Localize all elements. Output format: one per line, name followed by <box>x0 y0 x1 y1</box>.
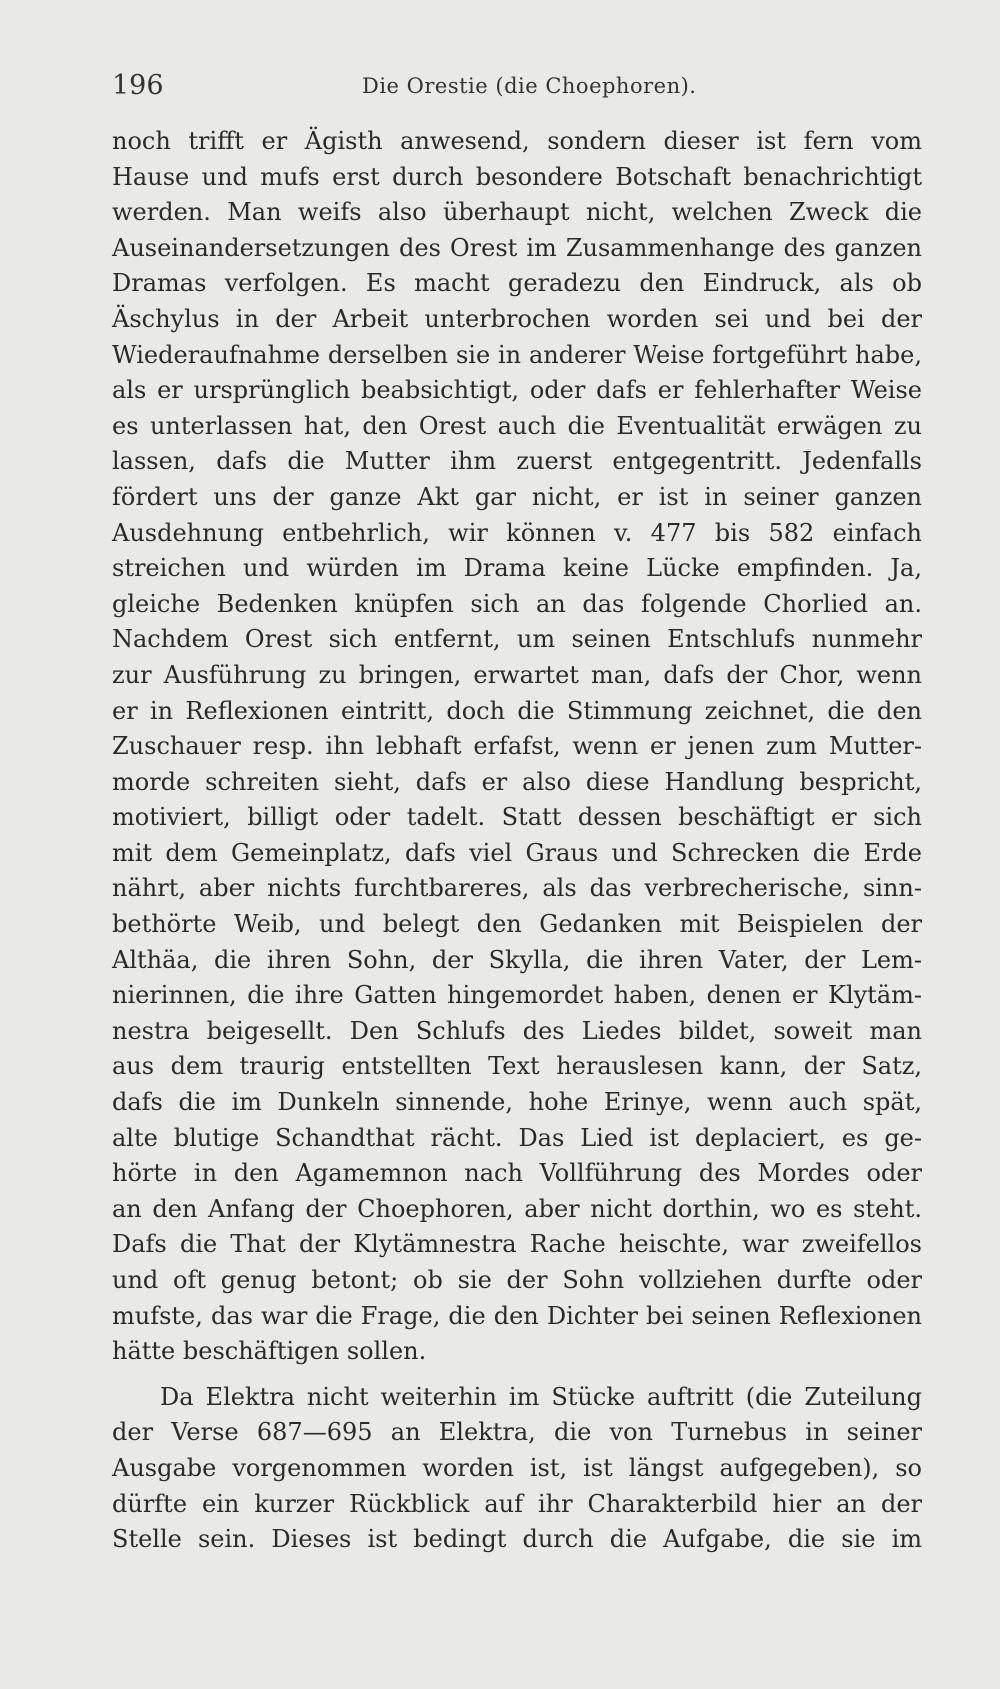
text-line: an den Anfang der Choephoren, aber nicht dorthin, wo es steht. <box>112 1194 922 1223</box>
text-line: es unterlassen hat, den Orest auch die Eventualität erwägen zu <box>112 411 922 440</box>
running-title: Die Orestie (die Choephoren). <box>362 74 697 98</box>
text-line: und oft genug betont; ob sie der Sohn vollziehen durfte oder <box>112 1266 922 1294</box>
body-text <box>112 124 922 1558</box>
text-line: noch trifft er Ägisth anwesend, sondern dieser ist fern vom <box>112 127 922 155</box>
text-line: Dramas verfolgen. Es macht geradezu den Eindruck, als ob <box>112 269 922 298</box>
page-number: 196 <box>112 70 164 101</box>
running-head <box>112 70 922 110</box>
text-line: dafs die im Dunkeln sinnende, hohe Erinye, wenn auch spät, <box>112 1088 922 1117</box>
text-line: zur Ausführung zu bringen, erwartet man, dafs der Chor, wenn <box>112 660 922 689</box>
text-line: hätte beschäftigen sollen. <box>112 1337 427 1366</box>
text-line: Wiederaufnahme derselben sie in anderer Weise fortgeführt habe, <box>112 340 922 369</box>
text-line: als er ursprünglich beabsichtigt, oder dafs er fehlerhafter Weise <box>112 376 922 405</box>
text-line: Zuschauer resp. ihn lebhaft erfafst, wenn er jenen zum Mutter- <box>112 732 922 761</box>
text-line: aus dem traurig entstellten Text herauslesen kann, der Satz, <box>112 1052 922 1081</box>
text-line: Äschylus in der Arbeit unterbrochen worden sei und bei der <box>112 304 922 333</box>
text-line: alte blutige Schandthat rächt. Das Lied ist deplaciert, es ge- <box>112 1123 922 1152</box>
text-line: Hause und mufs erst durch besondere Botschaft benachrichtigt <box>112 162 922 191</box>
text-line: mit dem Gemeinplatz, dafs viel Graus und Schrecken die Erde <box>112 838 922 867</box>
text-line: bethörte Weib, und belegt den Gedanken mit Beispielen der <box>112 910 922 939</box>
text-line: fördert uns der ganze Akt gar nicht, er ist in seiner ganzen <box>112 482 922 511</box>
text-line: streichen und würden im Drama keine Lücke empfinden. Ja, <box>112 554 922 583</box>
text-line: Althäa, die ihren Sohn, der Skylla, die ihren Vater, der Lem- <box>112 945 922 974</box>
text-line: nestra beigesellt. Den Schlufs des Liedes bildet, soweit man <box>112 1016 922 1045</box>
text-line: dürfte ein kurzer Rückblick auf ihr Charakterbild hier an der <box>112 1489 922 1518</box>
text-line: Nachdem Orest sich entfernt, um seinen Entschlufs nunmehr <box>112 625 922 654</box>
text-line: Stelle sein. Dieses ist bedingt durch die Aufgabe, die sie im <box>112 1525 922 1554</box>
text-line: gleiche Bedenken knüpfen sich an das folgende Chorlied an. <box>112 589 922 618</box>
text-line: nährt, aber nichts furchtbareres, als das verbrecherische, sinn- <box>112 874 922 903</box>
text-line: der Verse 687—695 an Elektra, die von Turnebus in seiner <box>112 1418 922 1447</box>
text-line: nierinnen, die ihre Gatten hingemordet haben, denen er Klytäm- <box>112 981 922 1010</box>
text-line: motiviert, billigt oder tadelt. Statt dessen beschäftigt er sich <box>112 803 922 832</box>
text-line: er in Reflexionen eintritt, doch die Stimmung zeichnet, die den <box>112 696 922 725</box>
text-line: werden. Man weifs also überhaupt nicht, welchen Zweck die <box>112 198 922 227</box>
text-line: mufste, das war die Frage, die den Dichter bei seinen Reflexionen <box>112 1301 922 1330</box>
text-line: morde schreiten sieht, dafs er also diese Handlung bespricht, <box>112 767 922 796</box>
text-line: Ausgabe vorgenommen worden ist, ist längst aufgegeben), so <box>112 1453 922 1482</box>
text-line: Auseinandersetzungen des Orest im Zusammenhange des ganzen <box>112 233 922 262</box>
text-line: Da Elektra nicht weiterhin im Stücke auftritt (die Zuteilung <box>160 1382 922 1411</box>
paragraph <box>112 1380 922 1558</box>
text-line: Dafs die That der Klytämnestra Rache heischte, war zweifellos <box>112 1230 922 1259</box>
text-line: lassen, dafs die Mutter ihm zuerst entgegentritt. Jedenfalls <box>112 447 922 476</box>
paragraph <box>112 124 922 1370</box>
text-line: hörte in den Agamemnon nach Vollführung des Mordes oder <box>112 1159 922 1188</box>
text-line: Ausdehnung entbehrlich, wir können v. 477 bis 582 einfach <box>112 518 922 547</box>
